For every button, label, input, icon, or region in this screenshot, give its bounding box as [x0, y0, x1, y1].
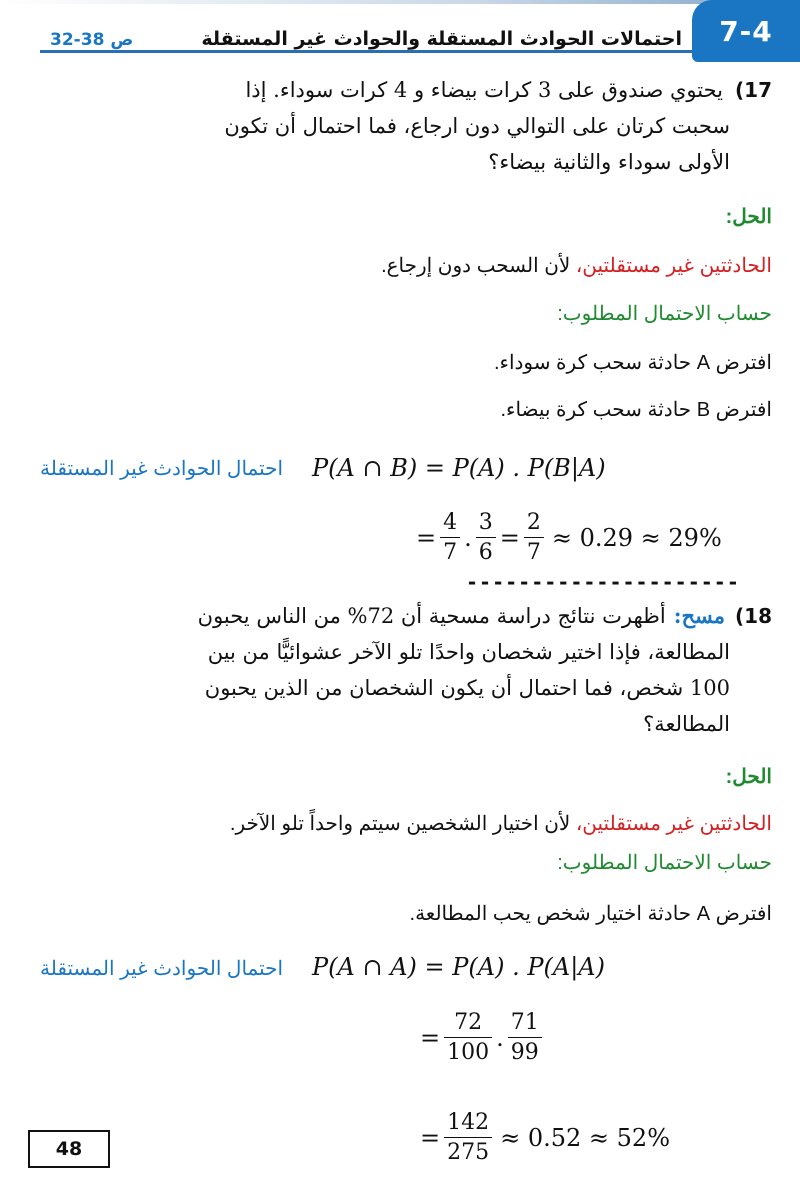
page-number: 48: [28, 1130, 110, 1168]
dependent-events-text: الحادثتين غير مستقلتين،: [575, 813, 772, 835]
solution-label: الحل:: [725, 206, 772, 228]
formula-note: احتمال الحوادث غير المستقلة: [40, 958, 284, 980]
calculation: = $\frac{72}{100}$ . $\frac{71}{99}$: [420, 1010, 546, 1065]
question-line: سحبت كرتان على التوالي دون ارجاع، فما احتمال أن تكون: [224, 114, 730, 138]
dependent-events-text: الحادثتين غير مستقلتين،: [575, 255, 772, 277]
dependency-statement: [230, 811, 772, 836]
lesson-title: احتمالات الحوادث المستقلة والحوادث غير المستقلة: [201, 28, 682, 50]
fraction: $\frac{3}{6}$: [476, 510, 496, 565]
calculation: = $\frac{4}{7}$ . $\frac{3}{6}$ = $\frac{2}{7}$ ≈ 0.29 ≈ 29%: [416, 510, 722, 565]
header-top-band: [0, 0, 800, 4]
fraction: $\frac{2}{7}$: [524, 510, 544, 565]
result: ≈ 0.52 ≈ 52%: [500, 1123, 670, 1152]
question-line: 100 شخص، فما احتمال أن يكون الشخصان من الذين يحبون: [204, 676, 730, 700]
assumption-b: افترض B حادثة سحب كرة بيضاء.: [500, 399, 772, 421]
question-line: يحتوي صندوق على 3 كرات بيضاء و 4 كرات سوداء. إذا: [245, 78, 724, 102]
question-line: الأولى سوداء والثانية بيضاء؟: [488, 150, 730, 174]
fraction: $\frac{72}{100}$: [444, 1010, 492, 1065]
question-number: 17): [735, 78, 772, 102]
dependency-reason: لأن اختيار الشخصين سيتم واحداً تلو الآخر.: [229, 813, 576, 835]
dependency-reason: لأن السحب دون إرجاع.: [381, 255, 576, 277]
question-line: أظهرت نتائج دراسة مسحية أن 72% من الناس يحبون: [197, 604, 666, 628]
question-line: المطالعة؟: [643, 712, 730, 736]
question-17: [52, 72, 772, 180]
fraction: $\frac{71}{99}$: [508, 1010, 542, 1065]
header-underline: [40, 50, 692, 53]
calc-label: حساب الاحتمال المطلوب:: [557, 852, 772, 874]
formula: P(A ∩ B) = P(A) . P(B|A): [312, 454, 606, 482]
assumption-a: افترض A حادثة سحب كرة سوداء.: [493, 352, 772, 374]
question-18: [52, 598, 772, 742]
separator-line: ---------------------: [466, 570, 740, 594]
dependency-statement: [381, 253, 772, 278]
fraction: $\frac{142}{275}$: [444, 1110, 492, 1165]
question-line: المطالعة، فإذا اختير شخصان واحدًا تلو الآخر عشوائيًّا من بين: [207, 640, 730, 664]
result: ≈ 0.29 ≈ 29%: [551, 523, 722, 552]
fraction: $\frac{4}{7}$: [440, 510, 460, 565]
question-number: 18): [735, 604, 772, 628]
calc-label: حساب الاحتمال المطلوب:: [557, 303, 772, 325]
calculation-result: = $\frac{142}{275}$ ≈ 0.52 ≈ 52%: [420, 1110, 670, 1165]
question-topic: مسح:: [673, 603, 726, 628]
solution-label: الحل:: [725, 766, 772, 788]
formula-note: احتمال الحوادث غير المستقلة: [40, 458, 284, 480]
lesson-pages: ص 38-32: [50, 30, 134, 50]
assumption-a: افترض A حادثة اختيار شخص يحب المطالعة.: [409, 903, 772, 925]
lesson-number-badge: 7-4: [692, 0, 800, 62]
formula: P(A ∩ A) = P(A) . P(A|A): [312, 953, 605, 981]
